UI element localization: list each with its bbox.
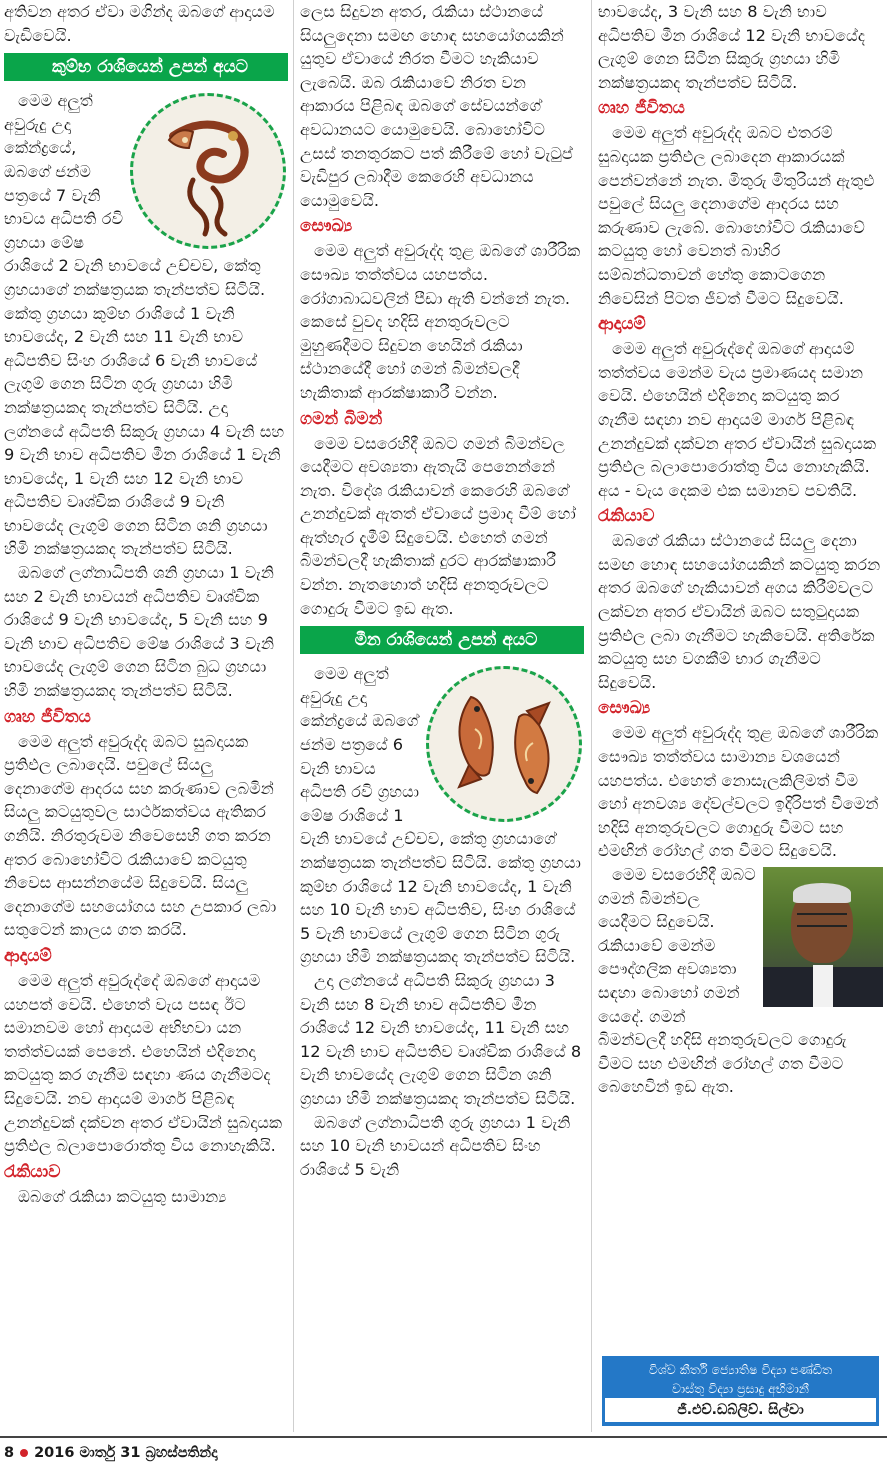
kumbha-health-text: මෙම අලුත් අවුරුද්ද තුළ ඔබගේ ශාරීරික සෞඛ්‍ය තත්ත්වය යහපත්ය. රෝගාබාධවලින් පීඩා ඇති වන්නේ නැත. කෙසේ වුවද හදිසි අනතුරුවලට මුහුණදීමට සිදුවන හෙයින් රැකියා ස්ථානයේදී හෝ ගමන් බිමන්වලදී හැකිතාක් ආරක්ෂාකාරී වන්න. (300, 241, 581, 402)
kumbha-income-heading: ආදායම් (4, 945, 52, 966)
meena-income-text: මෙම අලුත් අවුරුද්දේ ඔබගේ ආදායම් තත්ත්වය මෙන්ම වැය ප්‍රමාණයද සමාන වෙයි. එහෙයින් එදිනෙදා කටයුතු කර ගැනීම සඳහා නව ආදායම් මාර්ග පිළිබඳ උනන්දුවක් දක්වන අතර ඒවායින් සුබදායක ප්‍රතිඵල බලාපොරොත්තු විය නොහැකියි. අය - වැය දෙකම එක සමානව පවතියි. (598, 339, 877, 500)
meena-travel-text: මෙම වසරෙහිදී ඔබට ගමන් බිමන්වල යෙදීමට සිදුවෙයි. රැකියාවේ මෙන්ම පෞද්ගලික අවශ්‍යතා සඳහා බොහෝ ගමන් යෙදේ. ගමන් බිමන්වලදී හදිසි අනතුරුවලට ගොදුරු වීමට සහ එමඟින් රෝහල් ගත වීමට බෙහෙවින් ඉඩ ඇත. (598, 865, 847, 1097)
kumbha-heading: කුම්භ රාශියෙන් උපන් අයට (4, 53, 288, 81)
credit-line-2: වාස්තු විද්‍යා ප්‍රසාදු අභිමානී (672, 1381, 809, 1396)
credit-line-1: විශ්ව කීර්ති ජ්‍යොතිෂ විද්‍යා පණ්ඩිත (648, 1362, 833, 1377)
meena-paragraph-continued: භාවයේද, 3 වැනි සහ 8 වැනි භාව අධිපතිව මීන රාශියේ 12 වැනි භාවයේද ලැගුම් ගෙන සිටින සිකුරු ග්‍රහයා හිමි නක්ෂත්‍රයකද තැන්පත්ව සිටියි. (598, 2, 866, 92)
kumbha-paragraph-2: ඔබගේ ලග්නාධිපති ශනි ග්‍රහයා 1 වැනි සහ 2 වැනි භාවයන් අධිපතිව වෘශ්චික රාශියේ 9 වැනි භාවයේද, 5 වැනි සහ 9 වැනි භාව අධිපතිව මේෂ රාශියේ 3 වැනි භාවයේද ලැගුම් ගෙන සිටින බුධ ග්‍රහයා හිමි නක්ෂත්‍රයකද තැන්පත්ව සිටියි. (4, 563, 275, 701)
kumbha-health-heading: සෞඛ්‍ය (300, 216, 353, 237)
kumbha-job-heading: රැකියාව (4, 1161, 61, 1182)
column-2 (300, 0, 584, 1432)
meena-paragraph-1: මෙම අලුත් අවුරුදු උදා කේන්ද්‍රයේ ඔබගේ ජන්ම පත්‍රයේ 6 වැනි භාවය අධිපති රවි ග්‍රහයා මේෂ රාශියේ 1 වැනි භාවයේ උච්චව, කේතු ග්‍රහයාගේ නක්ෂත්‍රයක තැන්පත්ව සිටියි. කේතු ග්‍රහයා කුම්භ රාශියේ 12 වැනි භාවයේද, 1 වැනි සහ 10 වැනි භාව අධිපතිව, සිංහ රාශියේ 5 වැනි භාවයේ ලැගුම් ගෙන සිටින ගුරු ග්‍රහයා හිමි නක්ෂත්‍රයකද තැන්පත්ව සිටියි. (300, 664, 581, 967)
author-photo (763, 867, 883, 1007)
column-3 (598, 0, 883, 1432)
kumbha-home-heading: ගෘහ ජීවිතය (4, 706, 91, 727)
kumbha-travel-text: මෙම වසරෙහිදී ඔබට ගමන් බිමන්වල යෙදීමට අවශ්‍යතා ඇතැයි පෙනෙන්නේ නැත. විදේශ රැකියාවන් කෙරෙහි ඔබගේ උනන්දුවක් ඇතත් ඒවායේ ප්‍රමාද වීම් හෝ ඇත්හැර දැමීම් සිදුවෙයි. එහෙත් ගමන් බිමන්වලදී හැකිතාක් දුරට ආරක්ෂාකාරී වන්න. නැතහොත් හදිසි අනතුරුවලට ගොදුරු වීමට ඉඩ ඇත. (300, 433, 576, 618)
issue-date: 2016 මාර්තු 31 බ්‍රහස්පතින්දා (34, 1445, 218, 1461)
page-footer (4, 1442, 218, 1464)
aquarius-icon (130, 93, 286, 249)
kumbha-travel-heading: ගමන් බිමන් (300, 408, 383, 429)
meena-paragraph-3: ඔබගේ ලග්නාධිපති ගුරු ග්‍රහයා 1 වැනි සහ 10 වැනි භාවයන් අධිපතිව සිංහ රාශියේ 5 වැනි (300, 1112, 571, 1179)
meena-job-heading: රැකියාව (598, 506, 655, 527)
author-credit (602, 1356, 879, 1426)
bullet-dot-icon (20, 1449, 28, 1457)
kumbha-income-text: මෙම අලුත් අවුරුද්දේ ඔබගේ ආදායම යහපත් වෙයි. එහෙත් වැය පසඳ ඊට සමානවම හෝ ආදායම අභිභවා යන තත්ත්වයක් පෙනේ. එහෙයින් එදිනෙදා කටයුතු කර ගැනීම සඳහා ණය ගැනීමටද සිදුවෙයි. නව ආදායම් මාර්ග පිළිබඳ උනන්දුවක් දක්වන අතර ඒවායින් සුබදායක ප්‍රතිඵල බලාපොරොත්තු විය නොහැකියි. (4, 970, 283, 1156)
meena-paragraph-2: උදා ලග්නයේ අධිපති සිකුරු ග්‍රහයා 3 වැනි සහ 8 වැනි භාව අධිපතිව මීන රාශියේ 12 වැනි භාවයේද, 11 වැනි සහ 12 වැනි භාව අධිපතිව වෘශ්චික රාශියේ 8 වැනි භාවයේද ලැගුම් ගෙන සිටින ශනි ග්‍රහයා හිමි නක්ෂත්‍රයකද තැන්පත්ව සිටියි. (300, 970, 582, 1108)
meena-home-text: මෙම අලුත් අවුරුද්ද ඔබට එතරම් සුබදායක ප්‍රතිඵල ලබාදෙන ආකාරයක් පෙන්වන්නේ නැත. මිතුරු මිතුරියන් ඇතුළු පවුලේ සියලු දෙනාගේම ආදරය සහ කරුණාව ලැබේ. බොහෝවිට රැකියාවේ කටයුතු හෝ වෙනත් බාහිර සම්බන්ධතාවන් හේතු කොටගෙන නිවෙසින් පිටත ජීවත් වීමට සිදුවෙයි. (598, 123, 875, 308)
page-number: 8 (4, 1445, 15, 1461)
meena-heading: මීන රාශියෙන් උපන් අයට (300, 626, 584, 654)
meena-job-text: ඔබගේ රැකියා ස්ථානයේ සියලු දෙනා සමඟ හොඳ සහයෝගයකින් කටයුතු කරන අතර ඔබගේ හැකියාවන් අගය කිරීම්වලට ලක්වන අතර ඒවායින් ඔබට සතුටුදායක ප්‍රතිඵල ලබා ගැනීමට හැකිවෙයි. අතිරේක කටයුතු සහ වගකීම් භාර ගැනීමට සිදුවෙයි. (598, 531, 881, 692)
kumbha-job-continued: ලෙස සිදුවන අතර, රැකියා ස්ථානයේ සියලුදෙනා සමඟ හොඳ සහයෝගයකින් යුතුව ඒවායේ නිරත වීමට හැකියාව ලැබෙයි. ඔබ රැකියාවේ නිරත වන ආකාරය පිළිබඳ ඔබගේ සේවයන්ගේ අවධානයට යොමුවෙයි. බොහෝවිට උසස් තනතුරකට පත් කිරීමේ හෝ වැටුප් වැඩිපුර ලබාදීම කෙරෙහි අවධානය යොමුවෙයි. (300, 2, 573, 210)
meena-income-heading: ආදායම් (598, 314, 646, 335)
meena-home-heading: ගෘහ ජීවිතය (598, 98, 685, 119)
footer-divider (0, 1436, 887, 1438)
intro-tail: අතිවන අතර ඒවා මගින්ද ඔබගේ ආදායම වැඩිවෙයි. (4, 2, 275, 45)
pisces-icon (426, 666, 582, 822)
author-name: ජී.එච්.ඩබ්ලිව්. සිල්වා (605, 1398, 876, 1422)
column-1 (4, 0, 288, 1432)
kumbha-paragraph-1: මෙම අලුත් අවුරුදු උදා කේන්ද්‍රයේ, ඔබගේ ජන්ම පත්‍රයේ 7 වැනි භාවය අධිපති රවි ග්‍රහයා මේෂ රාශියේ 2 වැනි භාවයේ උච්චව, කේතු ග්‍රහයාගේ නක්ෂත්‍රයක තැන්පත්ව සිටියි. කේතු ග්‍රහයා කුම්භ රාශියේ 1 වැනි භාවයේද, 2 වැනි සහ 11 වැනි භාව අධිපතිව සිංහ රාශියේ 6 වැනි භාවයේ ලැගුම් ගෙන සිටින ගුරු ග්‍රහයා හිමි නක්ෂත්‍රයකද තැන්පත්ව සිටියි. උදා ලග්නයේ අධිපති සිකුරු ග්‍රහයා 4 වැනි සහ 9 වැනි භාව අධිපතිව මීන රාශියේ 1 වැනි භාවයේද, 1 වැනි සහ 12 වැනි භාව අධිපතිව වෘශ්චික රාශියේ 9 වැනි භාවයේද ලැගුම් ගෙන සිටින ශනි ග්‍රහයා හිමි නක්ෂත්‍රයකද තැන්පත්ව සිටියි. (4, 91, 285, 559)
meena-health-text: මෙම අලුත් අවුරුද්ද තුළ ඔබගේ ශාරීරික සෞඛ්‍ය තත්ත්වය සාමාන්‍ය වශයෙන් යහපත්ය. එහෙත් නොසැලකිලිමත් වීම හෝ අනවශ්‍ය දේවල්වලට ඉදිරිපත් වීමෙන් හදිසි අනතුරුවලට ගොදුරු වීමට සහ එමඟින් රෝහල් ගත වීමට සිදුවෙයි. (598, 723, 879, 861)
kumbha-home-text: මෙම අලුත් අවුරුද්ද ඔබට සුබදායක ප්‍රතිඵල ලබාදෙයි. පවුලේ සියලු දෙනාගේම ආදරය සහ කරුණාව ලබමින් සියලු කටයුතුවල සාර්ථකත්වය ඇතිකර ගනියි. නිරතුරුවම නිවෙසෙහි ගත කරන අතර බොහෝවිට රැකියාවේ කටයුතු නිවෙස ආසන්නයේම සිදුවෙයි. සියලු දෙනාගේම සහයෝගය සහ උපකාර ලබා සතුටෙන් කාලය ගත කරයි. (4, 731, 277, 940)
meena-health-heading: සෞඛ්‍ය (598, 698, 651, 719)
kumbha-job-text: ඔබගේ රැකියා කටයුතු සාමාන්‍ය (18, 1186, 227, 1206)
